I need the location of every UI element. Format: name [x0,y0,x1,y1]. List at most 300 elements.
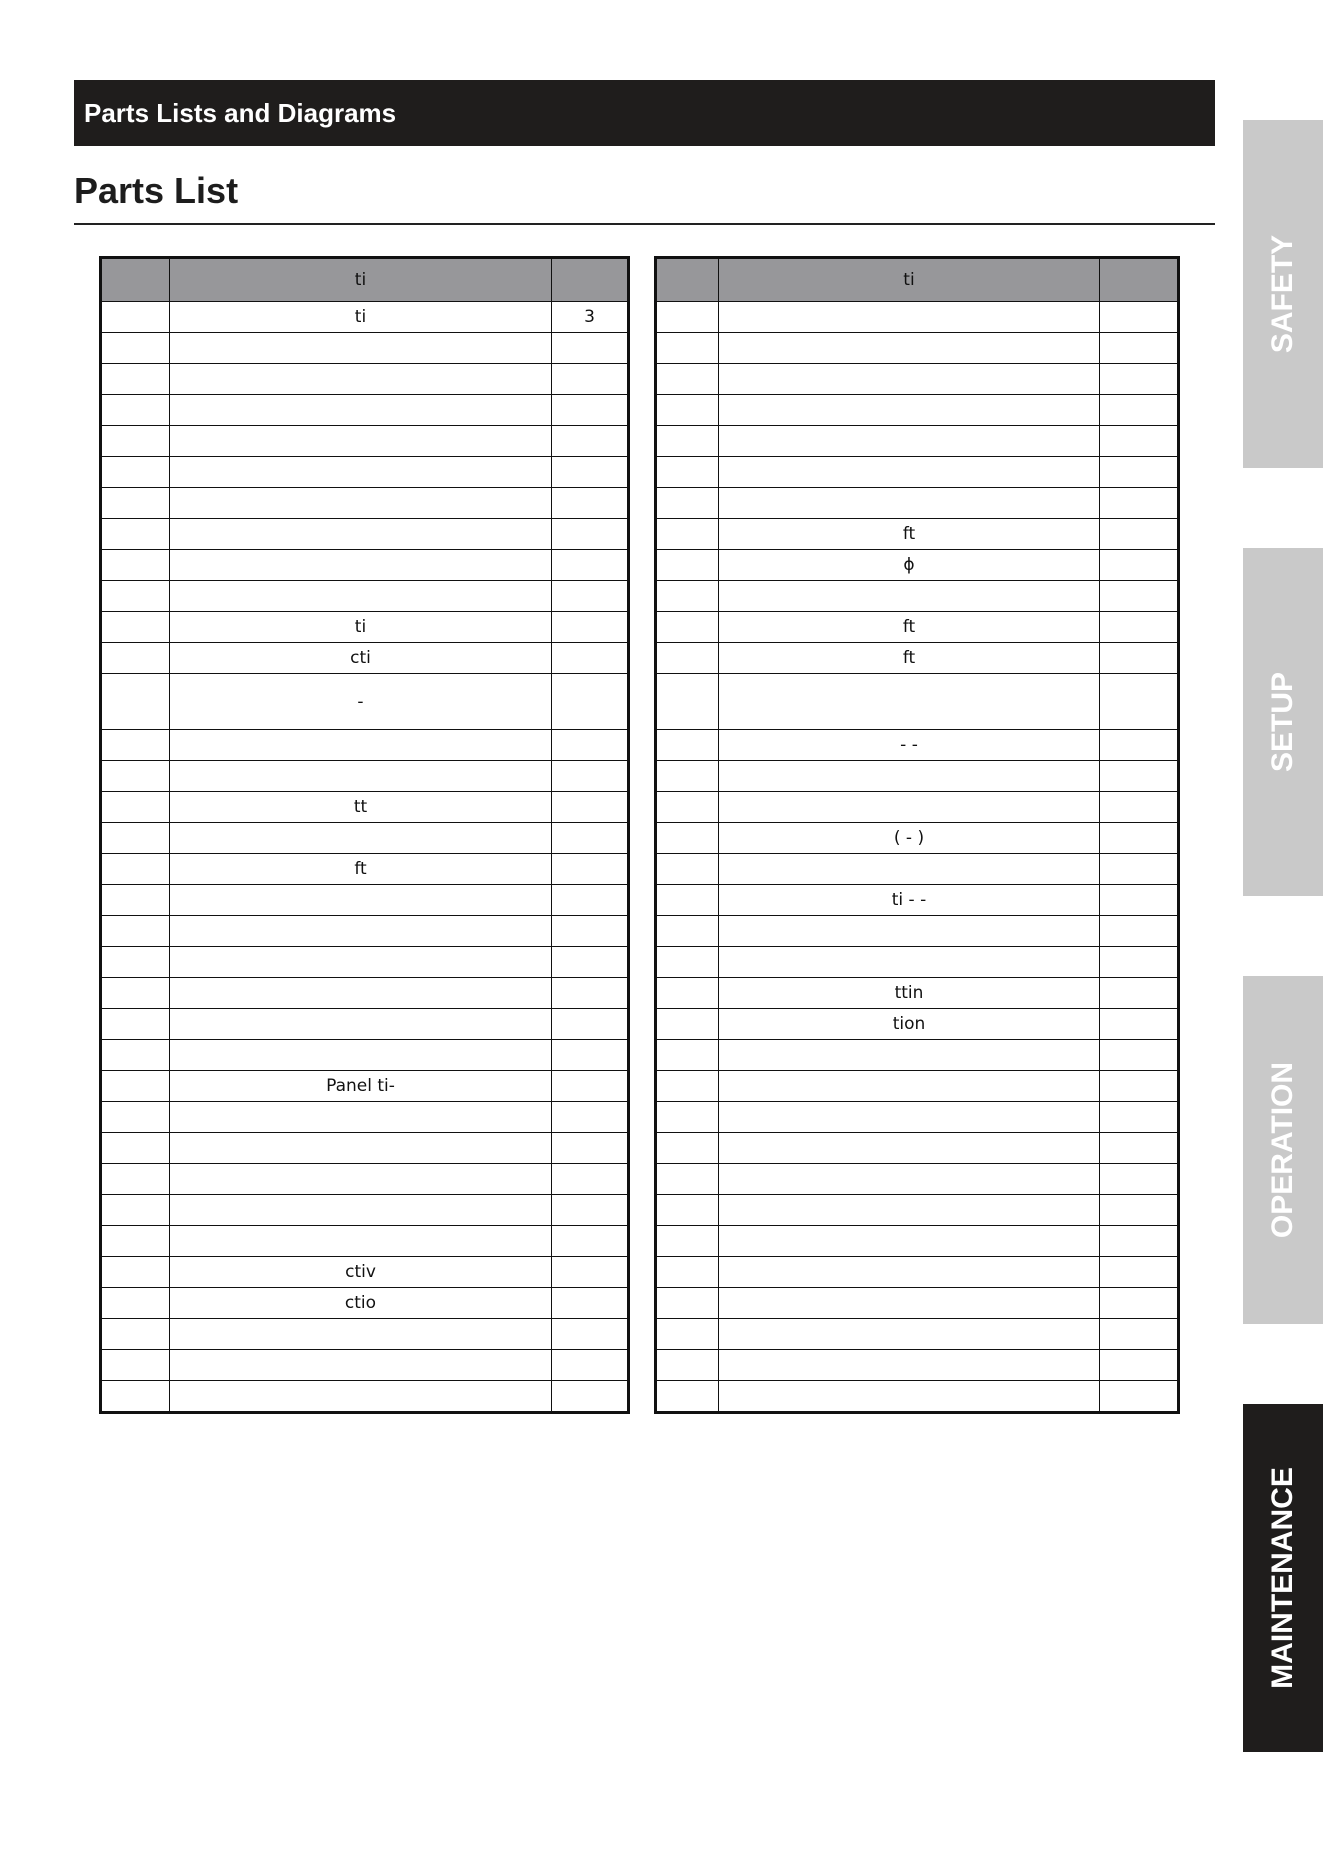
part-number-cell [101,581,170,612]
table-row [656,792,1179,823]
table-row [656,488,1179,519]
table-row [656,823,1179,854]
description-cell [719,426,1100,457]
table-row [101,457,629,488]
part-number-cell [101,1319,170,1350]
quantity-cell [552,488,629,519]
table-header-row [656,258,1179,302]
page-title: Parts List [74,170,239,211]
quantity-cell [1100,792,1179,823]
tab-maintenance[interactable] [1243,1404,1323,1752]
quantity-cell [552,1350,629,1381]
table-row [101,302,629,333]
quantity-cell [552,885,629,916]
table-row [656,1040,1179,1071]
description-cell: ft [719,612,1100,643]
quantity-cell [552,612,629,643]
table-row [101,1071,629,1102]
part-number-cell [656,1226,719,1257]
description-cell [170,1009,552,1040]
quantity-cell [1100,302,1179,333]
quantity-cell [1100,612,1179,643]
quantity-cell [1100,1071,1179,1102]
quantity-cell [552,792,629,823]
table-row [656,1257,1179,1288]
description-cell [719,364,1100,395]
description-cell: ɸ [719,550,1100,581]
description-cell: ti - - [719,885,1100,916]
description-cell [719,1381,1100,1413]
table-row [656,1195,1179,1226]
quantity-cell [552,761,629,792]
table-row [101,761,629,792]
table-row [101,1381,629,1413]
description-header: ti [170,258,552,302]
quantity-cell [1100,916,1179,947]
section-banner [74,80,1215,146]
quantity-cell [1100,674,1179,730]
quantity-cell [552,426,629,457]
description-cell [170,730,552,761]
part-number-cell [101,1381,170,1413]
table-row [656,1319,1179,1350]
quantity-cell [1100,1257,1179,1288]
description-cell [170,1164,552,1195]
table-row [101,947,629,978]
description-cell [170,823,552,854]
table-row [656,550,1179,581]
quantity-cell [552,1226,629,1257]
description-cell [170,916,552,947]
description-cell [170,426,552,457]
table-row [101,916,629,947]
table-row [656,947,1179,978]
description-cell [170,885,552,916]
quantity-cell [1100,395,1179,426]
quantity-cell [1100,581,1179,612]
table-row [101,612,629,643]
quantity-header [552,258,629,302]
part-number-cell [656,823,719,854]
description-cell: ( - ) [719,823,1100,854]
quantity-cell [1100,947,1179,978]
quantity-cell: 3 [552,302,629,333]
description-cell: - - [719,730,1100,761]
table-row [101,1288,629,1319]
quantity-cell [552,1102,629,1133]
part-number-cell [656,1350,719,1381]
part-number-cell [656,1381,719,1413]
part-number-cell [656,333,719,364]
part-number-cell [656,1288,719,1319]
description-cell [170,1350,552,1381]
table-row [656,1102,1179,1133]
quantity-cell [1100,1319,1179,1350]
part-number-cell [101,1288,170,1319]
quantity-cell [1100,1164,1179,1195]
quantity-cell [552,1009,629,1040]
table-row [101,885,629,916]
description-cell [170,1040,552,1071]
quantity-cell [1100,854,1179,885]
part-number-cell [101,364,170,395]
description-cell [719,1350,1100,1381]
part-number-cell [656,519,719,550]
table-row [101,1133,629,1164]
description-cell: ttin [719,978,1100,1009]
description-cell [170,364,552,395]
part-number-cell [101,1226,170,1257]
description-cell [719,1319,1100,1350]
description-cell: Panel ti- [170,1071,552,1102]
table-row [656,395,1179,426]
quantity-cell [1100,364,1179,395]
part-number-cell [101,426,170,457]
part-number-cell [101,519,170,550]
description-cell [719,302,1100,333]
table-row [656,333,1179,364]
part-number-cell [101,395,170,426]
table-row [101,333,629,364]
description-cell [719,854,1100,885]
part-number-cell [101,1164,170,1195]
table-row [656,1226,1179,1257]
description-cell [719,488,1100,519]
description-cell [170,457,552,488]
table-row [656,426,1179,457]
quantity-cell [552,1381,629,1413]
description-cell [170,488,552,519]
part-number-cell [101,550,170,581]
part-number-cell [656,916,719,947]
part-number-cell [656,792,719,823]
part-number-cell [656,643,719,674]
description-cell: ctio [170,1288,552,1319]
description-cell [719,1071,1100,1102]
quantity-cell [1100,1381,1179,1413]
part-number-cell [656,612,719,643]
table-row [656,1071,1179,1102]
quantity-cell [552,1257,629,1288]
quantity-cell [552,947,629,978]
description-cell [170,333,552,364]
table-row [656,916,1179,947]
part-number-cell [101,792,170,823]
description-cell: ft [719,519,1100,550]
tab-setup[interactable] [1243,548,1323,896]
table-row [656,1009,1179,1040]
quantity-cell [552,333,629,364]
table-row [656,1288,1179,1319]
part-number-cell [656,1009,719,1040]
parts-table-left [99,256,630,1414]
quantity-cell [1100,1102,1179,1133]
part-number-header [101,258,170,302]
table-row [101,730,629,761]
part-number-cell [656,395,719,426]
description-cell [170,1319,552,1350]
part-number-cell [656,581,719,612]
table-row [101,643,629,674]
part-number-cell [656,1164,719,1195]
table-row [101,823,629,854]
quantity-cell [1100,333,1179,364]
table-row [656,1164,1179,1195]
quantity-cell [552,519,629,550]
quantity-cell [1100,1009,1179,1040]
description-cell [719,1102,1100,1133]
quantity-cell [1100,1226,1179,1257]
table-header-row [101,258,629,302]
quantity-cell [552,1288,629,1319]
part-number-header [656,258,719,302]
quantity-cell [1100,1040,1179,1071]
part-number-cell [656,761,719,792]
section-banner-title: Parts Lists and Diagrams [84,97,397,128]
part-number-cell [101,1102,170,1133]
description-cell [719,792,1100,823]
table-row [656,1381,1179,1413]
part-number-cell [656,978,719,1009]
table-row [656,364,1179,395]
table-row [101,426,629,457]
tab-operation-label: OPERATION [1266,1061,1299,1239]
description-cell [170,1381,552,1413]
description-cell [719,1195,1100,1226]
quantity-cell [1100,1350,1179,1381]
part-number-cell [101,333,170,364]
part-number-cell [101,978,170,1009]
quantity-header [1100,258,1179,302]
description-header: ti [719,258,1100,302]
description-cell [719,1133,1100,1164]
description-cell: tt [170,792,552,823]
quantity-cell [552,395,629,426]
table-row [656,519,1179,550]
description-cell [719,761,1100,792]
description-cell [719,1226,1100,1257]
part-number-cell [656,457,719,488]
quantity-cell [552,364,629,395]
description-cell [170,581,552,612]
part-number-cell [656,1257,719,1288]
description-cell [719,333,1100,364]
description-cell [170,395,552,426]
part-number-cell [656,1102,719,1133]
quantity-cell [552,1195,629,1226]
part-number-cell [101,643,170,674]
quantity-cell [552,1164,629,1195]
quantity-cell [1100,550,1179,581]
part-number-cell [656,1071,719,1102]
table-row [101,1102,629,1133]
description-cell: ti [170,612,552,643]
quantity-cell [1100,1195,1179,1226]
description-cell: - [170,674,552,730]
description-cell [170,1226,552,1257]
table-row [656,643,1179,674]
part-number-cell [101,1133,170,1164]
description-cell: ft [719,643,1100,674]
quantity-cell [1100,519,1179,550]
part-number-cell [101,854,170,885]
part-number-cell [656,947,719,978]
table-row [656,885,1179,916]
quantity-cell [552,823,629,854]
table-row [101,395,629,426]
description-cell: cti [170,643,552,674]
description-cell [170,519,552,550]
table-row [101,1350,629,1381]
part-number-cell [656,885,719,916]
table-row [101,978,629,1009]
table-row [101,792,629,823]
part-number-cell [101,457,170,488]
table-row [101,674,629,730]
quantity-cell [552,674,629,730]
description-cell [170,947,552,978]
quantity-cell [1100,1288,1179,1319]
table-row [101,519,629,550]
table-row [101,1226,629,1257]
quantity-cell [552,1319,629,1350]
description-cell [170,1195,552,1226]
table-row [101,1009,629,1040]
description-cell [719,916,1100,947]
quantity-cell [552,1071,629,1102]
part-number-cell [656,1319,719,1350]
part-number-cell [101,730,170,761]
table-row [656,761,1179,792]
table-row [101,854,629,885]
tab-maintenance-label: MAINTENANCE [1266,1467,1300,1689]
table-row [656,302,1179,333]
description-cell [170,978,552,1009]
quantity-cell [1100,426,1179,457]
part-number-cell [656,730,719,761]
part-number-cell [656,550,719,581]
quantity-cell [1100,978,1179,1009]
part-number-cell [101,947,170,978]
table-row [101,1195,629,1226]
part-number-cell [656,426,719,457]
quantity-cell [1100,885,1179,916]
tab-safety-label: SAFETY [1266,234,1300,354]
part-number-cell [101,823,170,854]
part-number-cell [656,364,719,395]
description-cell [719,1288,1100,1319]
title-divider [74,223,1215,225]
quantity-cell [552,457,629,488]
table-row [656,581,1179,612]
description-cell [719,1040,1100,1071]
part-number-cell [656,1040,719,1071]
quantity-cell [1100,823,1179,854]
part-number-cell [656,854,719,885]
quantity-cell [1100,1133,1179,1164]
tab-setup-label: SETUP [1266,671,1299,773]
description-cell [719,1164,1100,1195]
quantity-cell [552,978,629,1009]
table-row [101,1257,629,1288]
description-cell [719,457,1100,488]
quantity-cell [1100,643,1179,674]
quantity-cell [1100,457,1179,488]
table-row [656,1350,1179,1381]
quantity-cell [552,1133,629,1164]
table-row [101,364,629,395]
part-number-cell [101,1350,170,1381]
part-number-cell [101,1257,170,1288]
part-number-cell [656,488,719,519]
description-cell [719,1257,1100,1288]
description-cell [170,761,552,792]
description-cell: tion [719,1009,1100,1040]
quantity-cell [552,581,629,612]
description-cell [170,1102,552,1133]
table-row [656,674,1179,730]
description-cell: ctiv [170,1257,552,1288]
quantity-cell [1100,761,1179,792]
description-cell [719,947,1100,978]
description-cell: ft [170,854,552,885]
description-cell [170,550,552,581]
quantity-cell [552,550,629,581]
table-row [656,978,1179,1009]
part-number-cell [101,1009,170,1040]
description-cell: ti [170,302,552,333]
description-cell [719,395,1100,426]
description-cell [719,581,1100,612]
table-row [656,854,1179,885]
table-row [101,581,629,612]
description-cell [170,1133,552,1164]
table-row [101,1319,629,1350]
table-row [101,1040,629,1071]
part-number-cell [101,1195,170,1226]
table-row [656,457,1179,488]
tab-operation[interactable] [1243,976,1323,1324]
parts-table-right [654,256,1180,1414]
part-number-cell [656,1195,719,1226]
part-number-cell [101,302,170,333]
description-cell [719,674,1100,730]
part-number-cell [101,1071,170,1102]
part-number-cell [101,612,170,643]
part-number-cell [101,488,170,519]
part-number-cell [101,761,170,792]
tab-safety[interactable] [1243,120,1323,468]
part-number-cell [656,1133,719,1164]
quantity-cell [552,1040,629,1071]
quantity-cell [552,730,629,761]
quantity-cell [1100,730,1179,761]
part-number-cell [656,302,719,333]
table-row [656,730,1179,761]
quantity-cell [1100,488,1179,519]
part-number-cell [101,674,170,730]
table-row [656,612,1179,643]
quantity-cell [552,916,629,947]
part-number-cell [101,1040,170,1071]
quantity-cell [552,643,629,674]
table-row [101,1164,629,1195]
part-number-cell [101,885,170,916]
table-row [656,1133,1179,1164]
part-number-cell [656,674,719,730]
table-row [101,550,629,581]
table-row [101,488,629,519]
